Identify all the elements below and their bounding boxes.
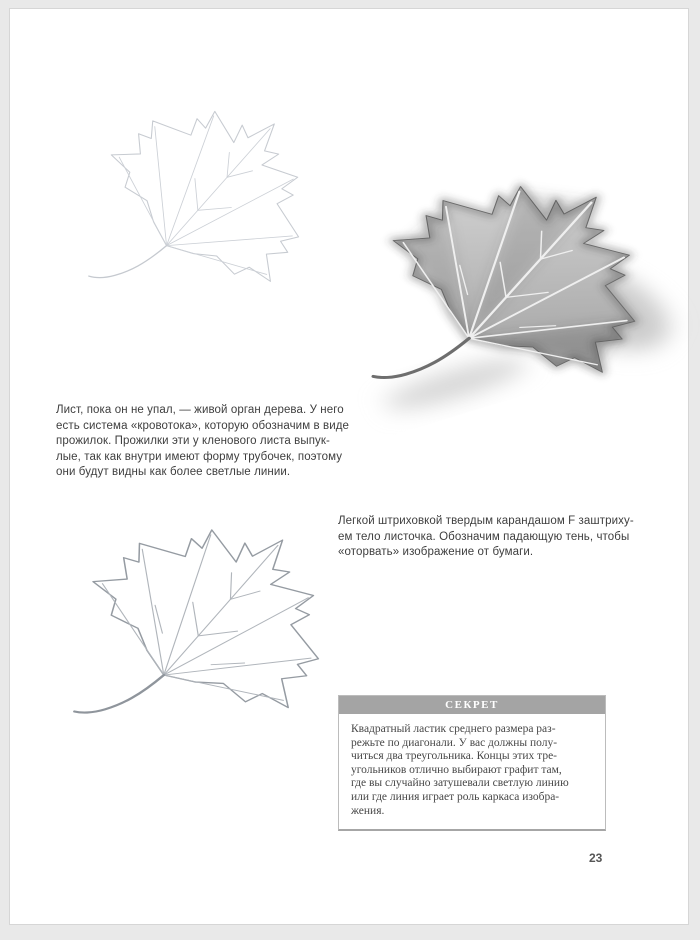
- secret-line: читься два треугольника. Концы этих тре-: [351, 750, 558, 763]
- paragraph-line: прожилок. Прожилки эти у кленового листа выпук-: [56, 435, 330, 447]
- secret-line: жения.: [351, 804, 385, 817]
- leaf-stem: [74, 651, 163, 735]
- secret-line: Квадратный ластик среднего размера раз-: [351, 723, 556, 735]
- paragraph-line: ем тело листочка. Обозначим падающую тень, чтобы: [338, 530, 630, 543]
- paragraph-veins-text: [56, 403, 356, 481]
- page-number: 23: [589, 851, 603, 865]
- paragraph-hatching-text: [338, 514, 663, 561]
- paragraph-line: Лист, пока он не упал, — живой орган дерева. У него: [56, 404, 344, 416]
- leaf-veins: [73, 487, 368, 733]
- secret-tip-box: [338, 695, 606, 831]
- paragraph-line: Легкой штриховкой твердым карандашом F заштриху-: [338, 515, 634, 527]
- paragraph-line: «оторвать» изображение от бумаги.: [338, 546, 534, 558]
- maple-leaf-sketch-drawing: [80, 97, 318, 302]
- book-page: [9, 8, 689, 925]
- leaf-stem: [89, 222, 167, 300]
- secret-line: режьте по диагонали. У вас должны полу-: [351, 736, 558, 749]
- secret-line: где вы случайно затушевали светлую линию: [351, 777, 569, 790]
- secret-line: угольников отлично выбирают графит там,: [351, 763, 562, 776]
- secret-box-text: [339, 714, 605, 829]
- secret-line: или где линия играет роль каркаса изобра-: [351, 790, 560, 803]
- paragraph-line: есть система «кровотока», которую обозначим в виде: [56, 419, 350, 432]
- maple-leaf-shaded-drawing: [360, 173, 660, 401]
- secret-box-title: СЕКРЕТ: [339, 696, 605, 714]
- paragraph-line: лые, так как внутри имеют форму трубочек, поэтому: [56, 450, 343, 463]
- paragraph-line: они будут видны как более светлые линии.: [56, 466, 291, 478]
- maple-leaf-line-drawing: [62, 517, 342, 735]
